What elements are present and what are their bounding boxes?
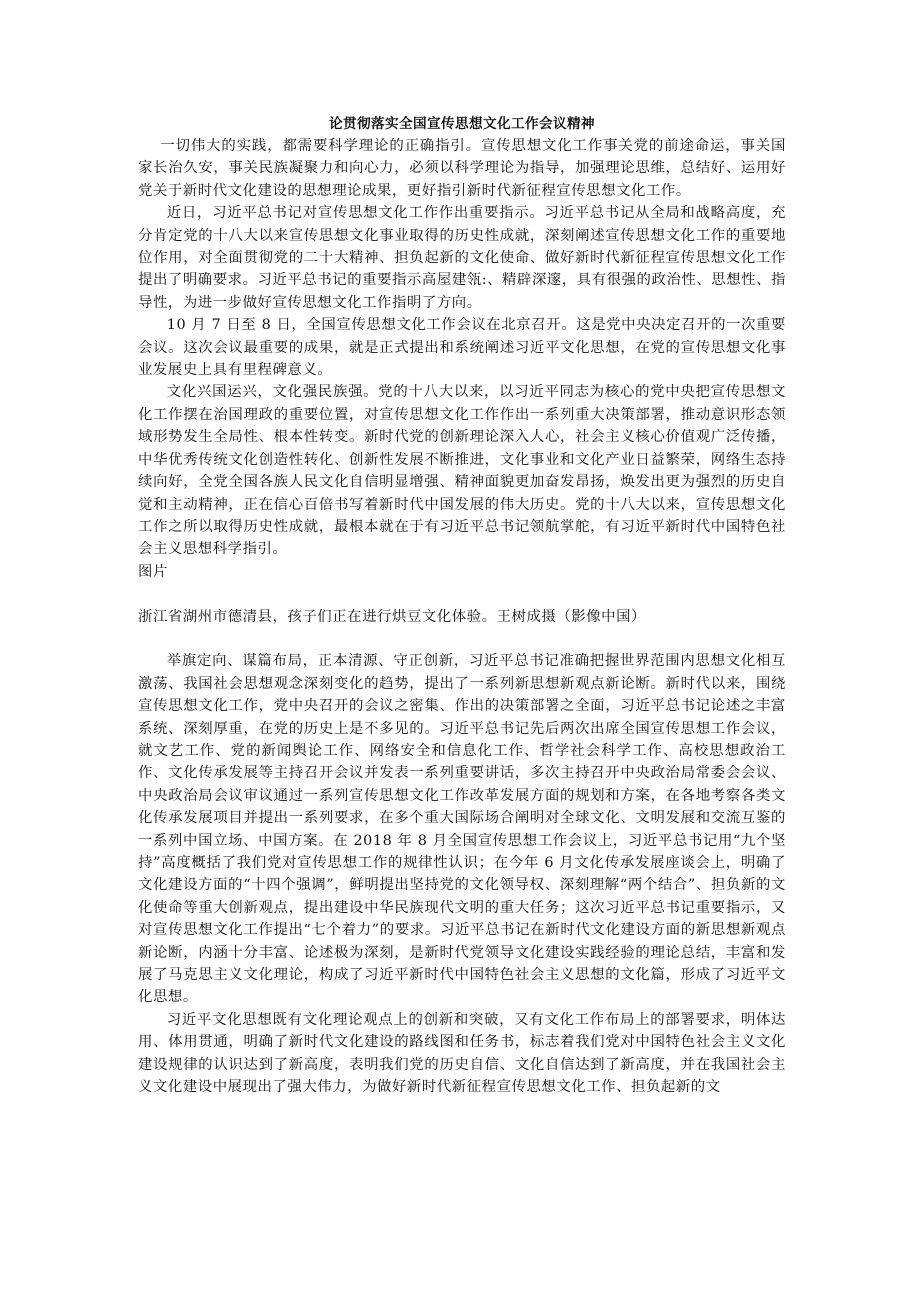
paragraph-6: 习近平文化思想既有文化理论观点上的创新和突破，又有文化工作布局上的部署要求，明体达用、体用贯通，明确了新时代文化建设的路线图和任务书，标志着我们党对中国特色社会主义文化建设规律的认识达到了新高度，表明我们党的历史自信、文化自信达到了新高度，并在我国社会主义文化建设中展现出了强大伟力，为做好新时代新征程宣传思想文化工作、担负起新的文 (138, 1011, 786, 1096)
document-page (138, 113, 786, 1098)
image-caption: 浙江省湖州市德清县，孩子们正在进行烘豆文化体验。王树成摄（影像中国） (138, 608, 646, 625)
image-placeholder-label: 图片 (138, 563, 168, 580)
paragraph-5: 举旗定向、谋篇布局，正本清源、守正创新，习近平总书记准确把握世界范围内思想文化相互激荡、我国社会思想观念深刻变化的趋势，提出了一系列新思想新观点新论断。新时代以来，围绕宣传思想文化工作，党中央召开的会议之密集、作出的决策部署之全面，习近平总书记论述之丰富系统、深刻厚重，在党的历史上是不多见的。习近平总书记先后两次出席全国宣传思想工作会议，就文艺工作、党的新闻舆论工作、网络安全和信息化工作、哲学社会科学工作、高校思想政治工作、文化传承发展等主持召开会议并发表一系列重要讲话，多次主持召开中央政治局常委会会议、中央政治局会议审议通过一系列宣传思想文化工作改革发展方面的规划和方案，在各地考察各类文化传承发展项目并提出一系列要求，在多个重大国际场合阐明对全球文化、文明发展和交流互鉴的一系列中国立场、中国方案。在 2018 年 8 月全国宣传思想工作会议上，习近平总书记用“九个坚持”高度概括了我们党对宣传思想工作的规律性认识；在今年 6 月文化传承发展座谈会上，明确了文化建设方面的“十四个强调”，鲜明提出坚持党的文化领导权、深刻理解“两个结合”、担负新的文化使命等重大创新观点，提出建设中华民族现代文明的重大任务；这次习近平总书记重要指示，又对宣传思想文化工作提出“七个着力”的要求。习近平总书记在新时代文化建设方面的新思想新观点新论断，内涵十分丰富、论述极为深刻，是新时代党领导文化建设实践经验的理论总结，丰富和发展了马克思主义文化理论，构成了习近平新时代中国特色社会主义思想的文化篇，形成了习近平文化思想。 (138, 653, 786, 1006)
paragraph-2: 近日，习近平总书记对宣传思想文化工作作出重要指示。习近平总书记从全局和战略高度，充分肯定党的十八大以来宣传思想文化事业取得的历史性成就，深刻阐述宣传思想文化工作的重要地位作用，对全面贯彻党的二十大精神、担负起新的文化使命、做好新时代新征程宣传思想文化工作提出了明确要求。习近平总书记的重要指示高屋建瓴:、精辟深邃，具有很强的政治性、思想性、指导性，为进一步做好宣传思想文化工作指明了方向。 (138, 205, 786, 311)
spacer (138, 628, 786, 650)
spacer (138, 583, 786, 605)
paragraph-1: 一切伟大的实践，都需要科学理论的正确指引。宣传思想文化工作事关党的前途命运，事关国家长治久安，事关民族凝聚力和向心力，必须以科学理论为指导，加强理论思维，总结好、运用好党关于新时代文化建设的思想理论成果，更好指引新时代新征程宣传思想文化工作。 (138, 138, 786, 199)
article-title: 论贯彻落实全国宣传思想文化工作会议精神 (329, 116, 595, 132)
paragraph-3: 10 月 7 日至 8 日，全国宣传思想文化工作会议在北京召开。这是党中央决定召开的一次重要会议。这次会议最重要的成果，就是正式提出和系统阐述习近平文化思想，在党的宣传思想文化事业发展史上具有里程碑意义。 (138, 317, 786, 379)
paragraph-4: 文化兴国运兴，文化强民族强。党的十八大以来，以习近平同志为核心的党中央把宣传思想文化工作摆在治国理政的重要位置，对宣传思想文化工作作出一系列重大决策部署，推动意识形态领域形势发生全局性、根本性转变。新时代党的创新理论深入人心，社会主义核心价值观广泛传播，中华优秀传统文化创造性转化、创新性发展不断推进，文化事业和文化产业日益繁荣，网络生态持续向好，全党全国各族人民文化自信明显增强、精神面貌更加奋发昂扬，焕发出更为强烈的历史自觉和主动精神，正在信心百倍书写着新时代中国发展的伟大历史。党的十八大以来，宣传思想文化工作之所以取得历史性成就，最根本就在于有习近平总书记领航掌舵，有习近平新时代中国特色社会主义思想科学指引。 (138, 384, 786, 558)
